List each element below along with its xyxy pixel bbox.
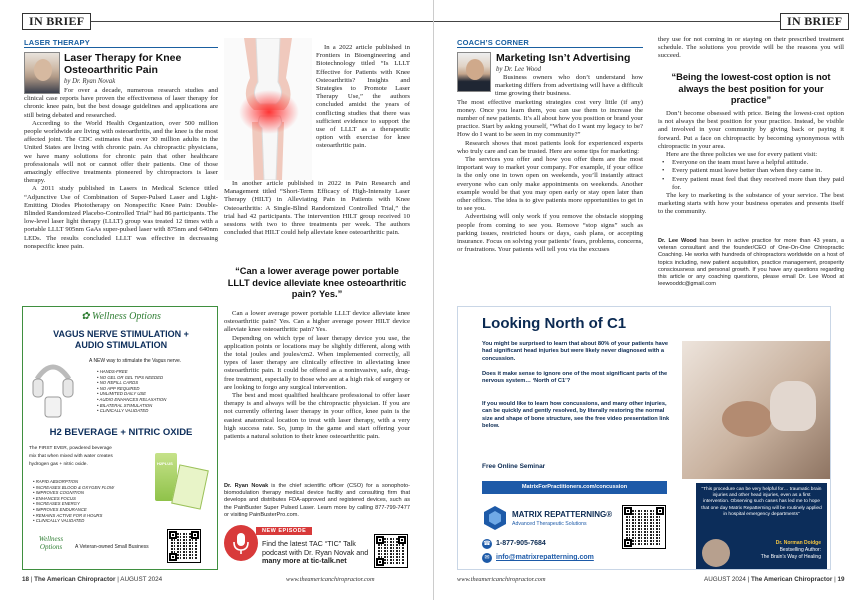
podcast-qr-code[interactable] [374, 534, 408, 568]
article-title: Laser Therapy for Knee Osteoarthritic Pain [64, 52, 182, 76]
phone-number[interactable]: 1-877-905-7684 [496, 540, 546, 547]
article-column-2-bottom: Can a lower average power portable LLLT device alleviate knee osteoarthritic pain? Yes. Can a higher average power HILT device alleviate knee osteoarthritic pain? Yes. Depending on which type of laser therapy device you use, the application points or locations may be slightly different, along with the total joules and joules/cm2. When implemented correctly, all types of laser therapy are clinically effective in alleviating knee osteoarthritic pain. It could be offered as a noninvasive, safe, drug-free treatment, especially to those who are at a high risk of surgery or are looking to forgo any surgical intervention. The best and most qualified healthcare professional to offer laser therapy is and always will be the chiropractic physician. If you are not currently offering laser therapy in your office, knee pain is the easiest anatomical location to treat with laser therapy, with a very high success rate. So, jump in the game and start offering your patients a natural solution to their knee osteoarthritic pain. [224, 310, 410, 441]
stimulation-device-image [29, 359, 77, 421]
ad-paragraph-2: Does it make sense to ignore one of the most significant parts of the nervous system… ‘North of C1’? [482, 371, 668, 385]
phone-icon: ☎ [483, 541, 491, 547]
author-bio: Dr. Lee Wood has been in active practice for more than 43 years, a veteran consultant and the founder/CEO of One-On-One Chiropractic Coaching. He works with hundreds of chiropractors worldwide on a host of topics including, new patient acquisition, practice management, prosperity consciousness and personal growth. If you have any questions regarding this article or any coaching questions, please email Dr. Lee Wood at leewooddc@gmail.com [658, 238, 845, 288]
section-rule [24, 47, 218, 48]
article-column-1: For over a decade, numerous research studies and clinical case reports have proven the effectiveness of laser therapy for chronic knee pain, but the best dosage guidelines and applications are still being debated and researched. According to the World Health Organization, over 500 million people worldwide are living with osteoarthritis, and the knee is the most affected joint. The CDC estimates that over 30 million adults in the United States are living with chronic pain. As chiropractic physicians, we have many solutions for chronic pain that other healthcare professionals will not or cannot offer their patients. One of those amazingly effective treatments pioneered by chiropractors is laser therapy. A 2011 study published in Lasers in Medical Science titled “Adjunctive Use of Combination of Super-Pulsed Laser and Light-Emitting Diodes Phototherapy on Nonspecific Knee Pain: Double-Blinded Randomized Placebo-Controlled Trial” had 86 participants. The low-level laser light therapy (LLLT) group was treated 12 times with a portable LLLT 905nm GaAs super-pulsed laser with 875nm and 640nm LEDs. The results concluded LLLT was effective in decreasing nonspecific knee pain. [24, 87, 218, 250]
wellness-footer-logo: Wellness Options [38, 535, 64, 551]
new-way-text: A NEW way to stimulate the Vagus nerve. [89, 358, 182, 364]
email-icon: ✉ [482, 553, 492, 563]
vagus-feature-list: • HANDS-FREE • NO GEL OR GEL TIPS NEEDED • NO REFILL CARDS • NO APP REQUIRED • UNLIMITED DAILY USE • AUDIO ENHANCES RELAXATION • BILATERAL STIMULATION • CLINICALLY VALIDATED [97, 369, 166, 414]
section-label: LASER THERAPY [24, 38, 90, 47]
policy-list: • Everyone on the team must have a helpful attitude. • Every patient must leave better than when they came in. • Every patient must feel that they received more than they paid for. [658, 159, 844, 192]
article-column-2-top: they use for not coming in or staying on their prescribed treatment schedule. The solutions you provide will be the reasons you will succeed. [658, 36, 844, 60]
in-brief-label: IN BRIEF [780, 13, 849, 30]
article-column-2-para: In another article published in 2022 in Pain Research and Management titled “Short-Term Efficacy of High-Intensity Laser Therapy (HILT) in Alleviating Pain in Patients with Knee Osteoarthritis: A Single-Blind Randomized Controlled Trial,” the trial had 42 participants. The intervention HILT group received 10 sessions with two to three treatments per week. The authors concluded that HILT could help alleviate knee osteoarthritic pain. [224, 180, 410, 237]
left-footer-url[interactable]: www.theamericanchiropractor.com [286, 576, 375, 583]
wellness-logo: ✿ Wellness Options [81, 311, 161, 322]
beverage-benefit-list: • RAPID ABSORPTION • INCREASES BLOOD & OXYGEN FLOW • IMPROVES COGNITION • ENHANCES FOCUS • INCREASES ENERGY • IMPROVES ENDURANCE • REMAINS ACTIVE FOR 8 HOURS • CLINICALLY VALIDATED [33, 479, 114, 524]
podcast-text[interactable]: Find the latest TAC “TIC” Talk podcast with Dr. Ryan Novak and many more at tic-talk.net [262, 539, 369, 566]
right-footer: AUGUST 2024 | The American Chiropractor | 19 [704, 576, 845, 583]
article-column-2-top: In a 2022 article published in Frontiers in Bioengineering and Biotechnology titled “Is LLLT Effective for Patients with Knee Osteoarthritis? Insights and Strategies to Promote Laser Therapy Use,” the authors concluded amidst the years of conflicting studies that there was sufficient evidence to support the use of LLLT as a therapeutic option with exercise for knee osteoarthritic pain. [316, 44, 410, 150]
veteran-owned-text: A Veteran-owned Small Business [75, 544, 149, 550]
doidge-photo [702, 539, 730, 567]
left-footer: 18 | The American Chiropractor | AUGUST 2024 [22, 576, 163, 583]
author-name: Dr. Norman Doidge [775, 540, 821, 546]
in-brief-label: IN BRIEF [22, 13, 91, 30]
ad-qr-code[interactable] [622, 505, 666, 549]
seminar-label: Free Online Seminar [482, 463, 546, 470]
header-rule [434, 21, 780, 22]
author-bio: Dr. Ryan Novak is the chief scientific officer (CSO) for a sonophoto-biomodulation therapy medical device facility and consulting firm that develops and distributes FDA-approved and registered devices, such as the PainBuster Super Pulsed Laser. Learn more by calling 877-799-7477 or visiting PainBusterPro.com. [224, 483, 410, 518]
pull-quote: “Can a lower average power portable LLLT device alleviate knee osteoarthritic pain? Yes.” [227, 266, 407, 299]
author-book: The Brain’s Way of Healing [760, 554, 821, 560]
article-column-1: Business owners who don’t understand how marketing differs from advertising will have a difficult time growing their business. The most effective marketing strategies cost very little (if any) money. Once you learn them, you can use them to increase the number of new patients. It’s all about how you position or brand your practice. Start by asking yourself, “What do I want my legacy to be? How do I want to be seen in my community?” Research shows that most patients look for experienced experts who truly care and can be trusted. Here are some tips for marketing: The services you offer and how you offer them are the most important way to market your company. For example, if your office is the only one in town open on weekends, you’ll instantly attract everyone who can only make appointments on weekends. Another example would be that you may open early or stay open later than other offices. The idea is to give patients more opportunities to get in to see you. Advertising will only work if you remove the obstacle stopping people from coming to see you. Remove “stop signs” such as parking issues, restricted hours or days, cash plans, or accepting insurance. Focus on solving your patients’ fears, problems, concerns, or frustrations. Your patients will tell you via the excuses [457, 74, 643, 254]
treatment-photo [682, 341, 830, 479]
seminar-url-button[interactable]: MatrixForPractitioners.com/concussion [482, 481, 667, 494]
podcast-mic-icon [224, 525, 258, 561]
section-label: COACH’S CORNER [457, 38, 529, 47]
article-title: Marketing Isn’t Advertising [496, 52, 631, 64]
matrix-logo-icon [482, 505, 508, 531]
article-column-2-body: Don’t become obsessed with price. Being the lowest-cost option is not always the best position for your practice. Instead, be visible and involved in your community by giving back or paying it forward. Put a face on chiropractic by becoming synonymous with chiropractic in your area. Here are the three policies we use for every patient visit: • Everyone on the team must have a helpful attitude. • Every patient must leave better than when they came in. • Every patient must feel that they received more than they paid for. The key to marketing is the substance of your service. The best marketing starts with how your business operates and presents itself to the community. [658, 110, 844, 260]
ad-paragraph-3: If you would like to learn how concussions, and many other injuries, can be quickly and gently resolved, by literally restoring the normal size and shape of bone structure, see the free video presentation link below. [482, 401, 670, 429]
right-footer-url[interactable]: www.theamericanchiropractor.com [457, 576, 546, 583]
author-role: Bestselling Author: [779, 547, 821, 553]
beverage-box-image: H2PLUS [155, 453, 177, 501]
matrix-brand-sub: Advanced Therapeutic Solutions [512, 521, 587, 527]
wellness-options-ad[interactable] [22, 306, 218, 570]
byline: by Dr. Ryan Novak [64, 78, 116, 85]
section-rule [457, 47, 643, 48]
matrix-repatterning-ad[interactable] [457, 306, 831, 570]
ad-paragraph-1: You might be surprised to learn that about 80% of your patients have had significant head injuries but were likely never diagnosed with a concussion. [482, 341, 669, 362]
ad-title: Looking North of C1 [482, 315, 627, 332]
doidge-quote: “This procedure can be very helpful for… traumatic brain injuries and other head injuries, even as a first intervention. Observing such cases has led me to hope that one day Matrix Repatterning will be routinely applied in hospital emergency departments” [696, 483, 827, 537]
new-episode-badge: NEW EPISODE [256, 527, 312, 535]
knee-xray-image [224, 38, 312, 180]
byline: by Dr. Lee Wood [496, 66, 542, 73]
pull-quote: “Being the lowest-cost option is not always the best position for your practice” [671, 72, 831, 105]
header-rule [90, 21, 434, 22]
first-ever-text: The FIRST EVER, powdered beverage mix that when mixed with water creates hydrogen gas + nitric oxide. [29, 446, 113, 467]
beverage-headline: H2 BEVERAGE + NITRIC OXIDE [49, 427, 193, 438]
author-panel [696, 537, 827, 569]
wellness-qr-code[interactable] [167, 529, 201, 563]
vagus-headline: VAGUS NERVE STIMULATION + [53, 329, 189, 339]
audio-headline: AUDIO STIMULATION [74, 340, 168, 350]
matrix-brand: MATRIX REPATTERNING® [512, 510, 613, 519]
email-link[interactable]: info@matrixrepatterning.com [496, 554, 594, 561]
